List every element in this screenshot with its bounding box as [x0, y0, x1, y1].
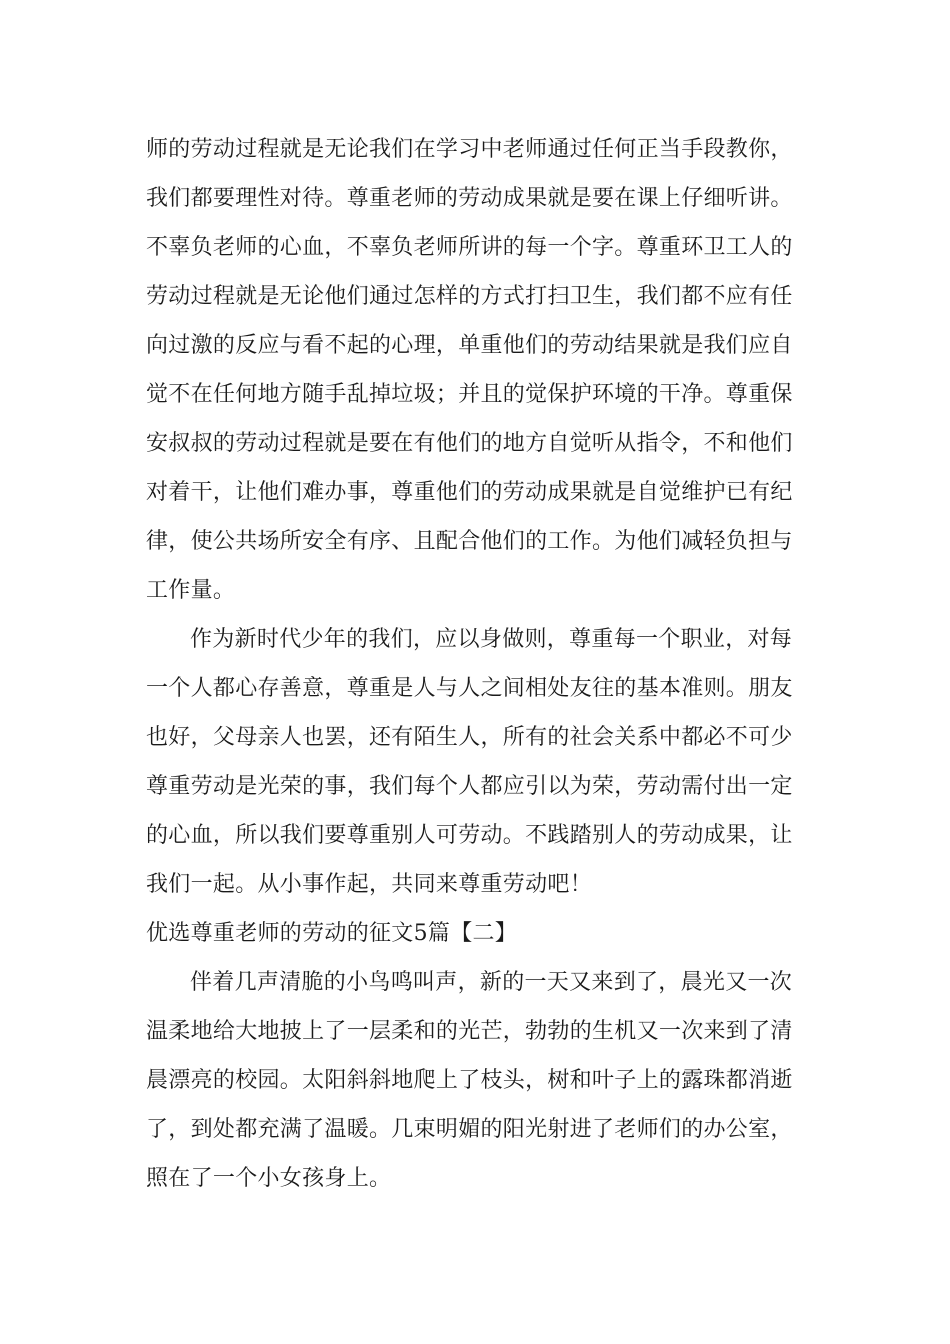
text-line: 晨漂亮的校园。太阳斜斜地爬上了枝头，树和叶子上的露珠都消逝 — [146, 1068, 793, 1093]
text-line: 一个人都心存善意，尊重是人与人之间相处友往的基本准则。朋友 — [146, 676, 793, 701]
text-line: 律，使公共场所安全有序、且配合他们的工作。为他们减轻负担与 — [146, 529, 793, 554]
text-line: 温柔地给大地披上了一层柔和的光芒，勃勃的生机又一次来到了清 — [146, 1019, 793, 1044]
text-line: 照在了一个小女孩身上。 — [146, 1166, 392, 1191]
text-line: 师的劳动过程就是无论我们在学习中老师通过任何正当手段教你， — [146, 137, 793, 162]
text-line: 工作量。 — [146, 578, 236, 603]
text-line: 觉不在任何地方随手乱掉垃圾；并且的觉保护环境的干净。尊重保 — [146, 382, 793, 407]
paragraph-1 — [146, 125, 826, 615]
text-line: 的心血，所以我们要尊重别人可劳动。不践踏别人的劳动成果，让 — [146, 823, 793, 848]
text-line: 安叔叔的劳动过程就是要在有他们的地方自觉听从指令，不和他们 — [146, 431, 793, 456]
text-line: 也好，父母亲人也罢，还有陌生人，所有的社会关系中都必不可少 — [146, 725, 793, 750]
text-line: 向过激的反应与看不起的心理，单重他们的劳动结果就是我们应自 — [146, 333, 793, 358]
text-line: 了，到处都充满了温暖。几束明媚的阳光射进了老师们的办公室， — [146, 1117, 793, 1142]
text-line: 不辜负老师的心血，不辜负老师所讲的每一个字。尊重环卫工人的 — [146, 235, 793, 260]
text-line: 对着干，让他们难办事，尊重他们的劳动成果就是自觉维护已有纪 — [146, 480, 793, 505]
text-line: 作为新时代少年的我们，应以身做则，尊重每一个职业，对每 — [190, 627, 793, 652]
section-heading: 优选尊重老师的劳动的征文5篇【二】 — [146, 921, 518, 946]
document-page — [146, 125, 826, 1203]
paragraph-2 — [146, 615, 826, 909]
text-line: 我们一起。从小事作起，共同来尊重劳动吧！ — [146, 872, 593, 897]
text-line: 我们都要理性对待。尊重老师的劳动成果就是要在课上仔细听讲。 — [146, 186, 793, 211]
paragraph-3 — [146, 958, 826, 1203]
text-line: 劳动过程就是无论他们通过怎样的方式打扫卫生，我们都不应有任 — [146, 284, 793, 309]
text-line: 伴着几声清脆的小鸟鸣叫声，新的一天又来到了，晨光又一次 — [190, 970, 793, 995]
text-line: 尊重劳动是光荣的事，我们每个人都应引以为荣，劳动需付出一定 — [146, 774, 793, 799]
